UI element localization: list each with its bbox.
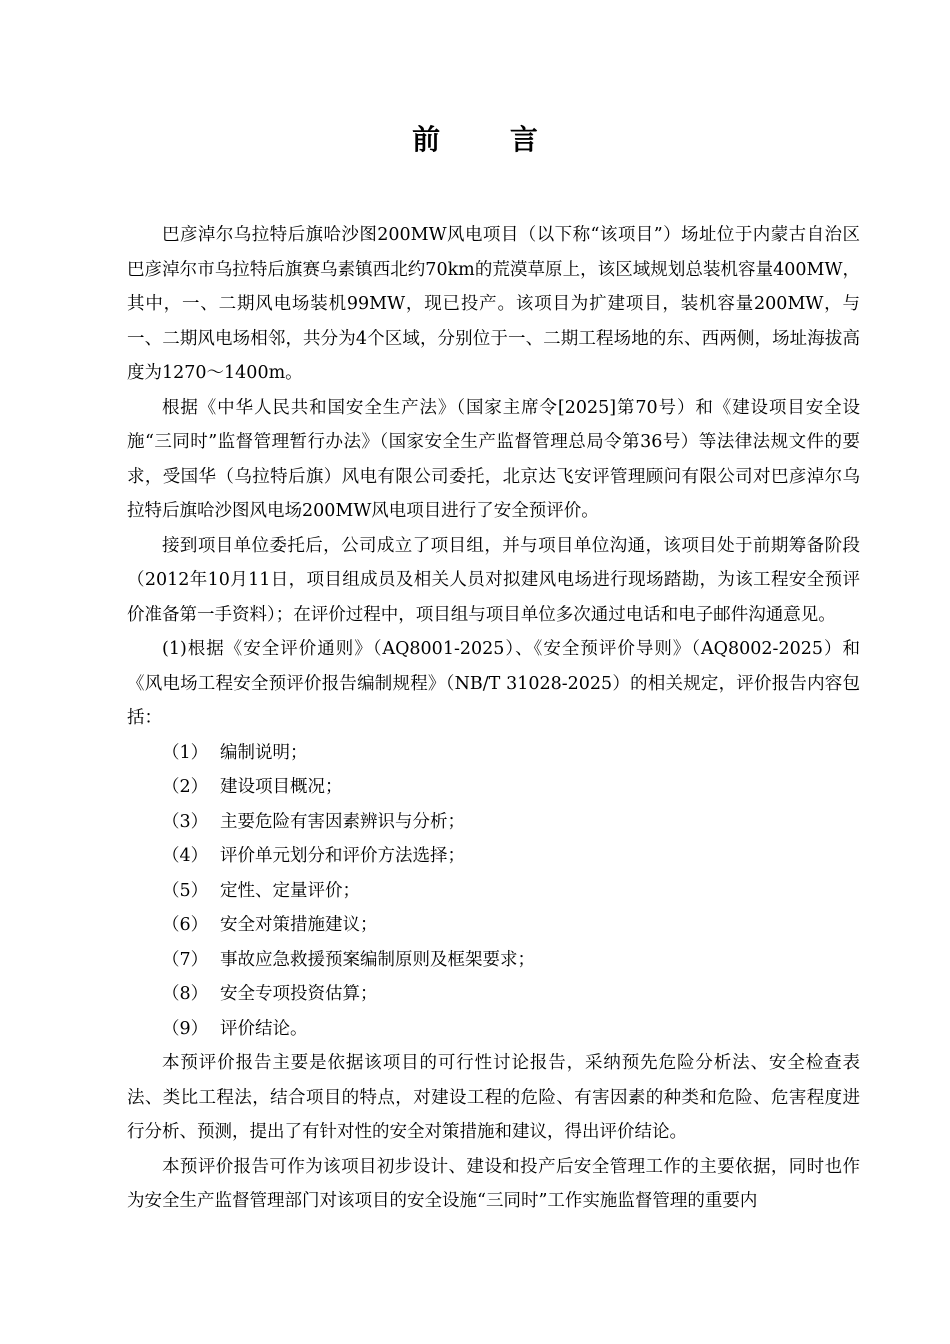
list-item-text: 安全专项投资估算； [220, 984, 378, 1004]
list-item-number: （1） [162, 742, 209, 763]
list-item [127, 839, 860, 874]
list-item-number: （4） [162, 846, 209, 866]
list-item-text: 编制说明； [220, 742, 308, 763]
list-item-number: （2） [162, 777, 209, 797]
list-item-text: 评价单元划分和评价方法选择； [220, 846, 465, 866]
list-item [127, 770, 860, 805]
list-item-text: 事故应急救援预案编制原则及框架要求； [220, 949, 535, 970]
paragraph-report-contents-intro: (1)根据《安全评价通则》（AQ8001-2025）、《安全预评价导则》（AQ8002-2025）和《风电场工程安全预评价报告编制规程》（NB/T 31028-2025）的相关规定，评价报告内容包括： [127, 639, 860, 728]
page-title: 前 言 [412, 123, 568, 156]
list-item-number: （5） [162, 880, 209, 901]
list-item-number: （6） [162, 915, 209, 935]
list-item [127, 977, 860, 1012]
list-item-text: 主要危险有害因素辨识与分析； [220, 811, 465, 832]
list-item [127, 1012, 860, 1047]
paragraph-usage: 本预评价报告可作为该项目初步设计、建设和投产后安全管理工作的主要依据，同时也作为安全生产监督管理部门对该项目的安全设施“三同时”工作实施监督管理的重要内 [127, 1156, 860, 1211]
paragraph-methods: 本预评价报告主要是依据该项目的可行性讨论报告，采纳预先危险分析法、安全检查表法、类比工程法，结合项目的特点，对建设工程的危险、有害因素的种类和危险、危害程度进行分析、预测，提出了有针对性的安全对策措施和建议，得出评价结论。 [127, 1053, 860, 1142]
paragraph-project-overview: 巴彦淖尔乌拉特后旗哈沙图200MW风电项目（以下称“该项目”）场址位于内蒙古自治区巴彦淖尔市乌拉特后旗赛乌素镇西北约70km的荒漠草原上，该区域规划总装机容量400MW，其中，一、二期风电场装机99MW，现已投产。该项目为扩建项目，装机容量200MW，与一、二期风电场相邻，共分为4个区域，分别位于一、二期工程场地的东、西两侧，场址海拔高度为1270～1400m。 [127, 225, 860, 383]
list-item [127, 874, 860, 909]
paragraph-legal-basis: 根据《中华人民共和国安全生产法》（国家主席令[2025]第70号）和《建设项目安全设施“三同时”监督管理暂行办法》（国家安全生产监督管理总局令第36号）等法律法规文件的要求，受国华（乌拉特后旗）风电有限公司委托，北京达飞安评管理顾问有限公司对巴彦淖尔乌拉特后旗哈沙图风电场200MW风电项目进行了安全预评价。 [127, 397, 860, 521]
list-item [127, 943, 860, 978]
list-item-number: （8） [162, 984, 209, 1004]
list-item-number: （9） [162, 1018, 209, 1039]
list-item [127, 908, 860, 943]
list-item-number: （3） [162, 811, 209, 832]
list-item-text: 安全对策措施建议； [220, 915, 378, 935]
list-item-text: 建设项目概况； [220, 777, 343, 797]
list-item-number: （7） [162, 949, 209, 970]
paragraph-process: 接到项目单位委托后，公司成立了项目组，并与项目单位沟通，该项目处于前期筹备阶段（2012年10月11日，项目组成员及相关人员对拟建风电场进行现场踏勘，为该工程安全预评价准备第一手资料）；在评价过程中，项目组与项目单位多次通过电话和电子邮件沟通意见。 [127, 535, 860, 625]
list-item-text: 评价结论。 [220, 1018, 308, 1039]
list-item [127, 805, 860, 840]
document-body [127, 218, 860, 1219]
list-item [127, 736, 860, 771]
report-contents-list [127, 736, 860, 1047]
list-item-text: 定性、定量评价； [220, 880, 360, 901]
